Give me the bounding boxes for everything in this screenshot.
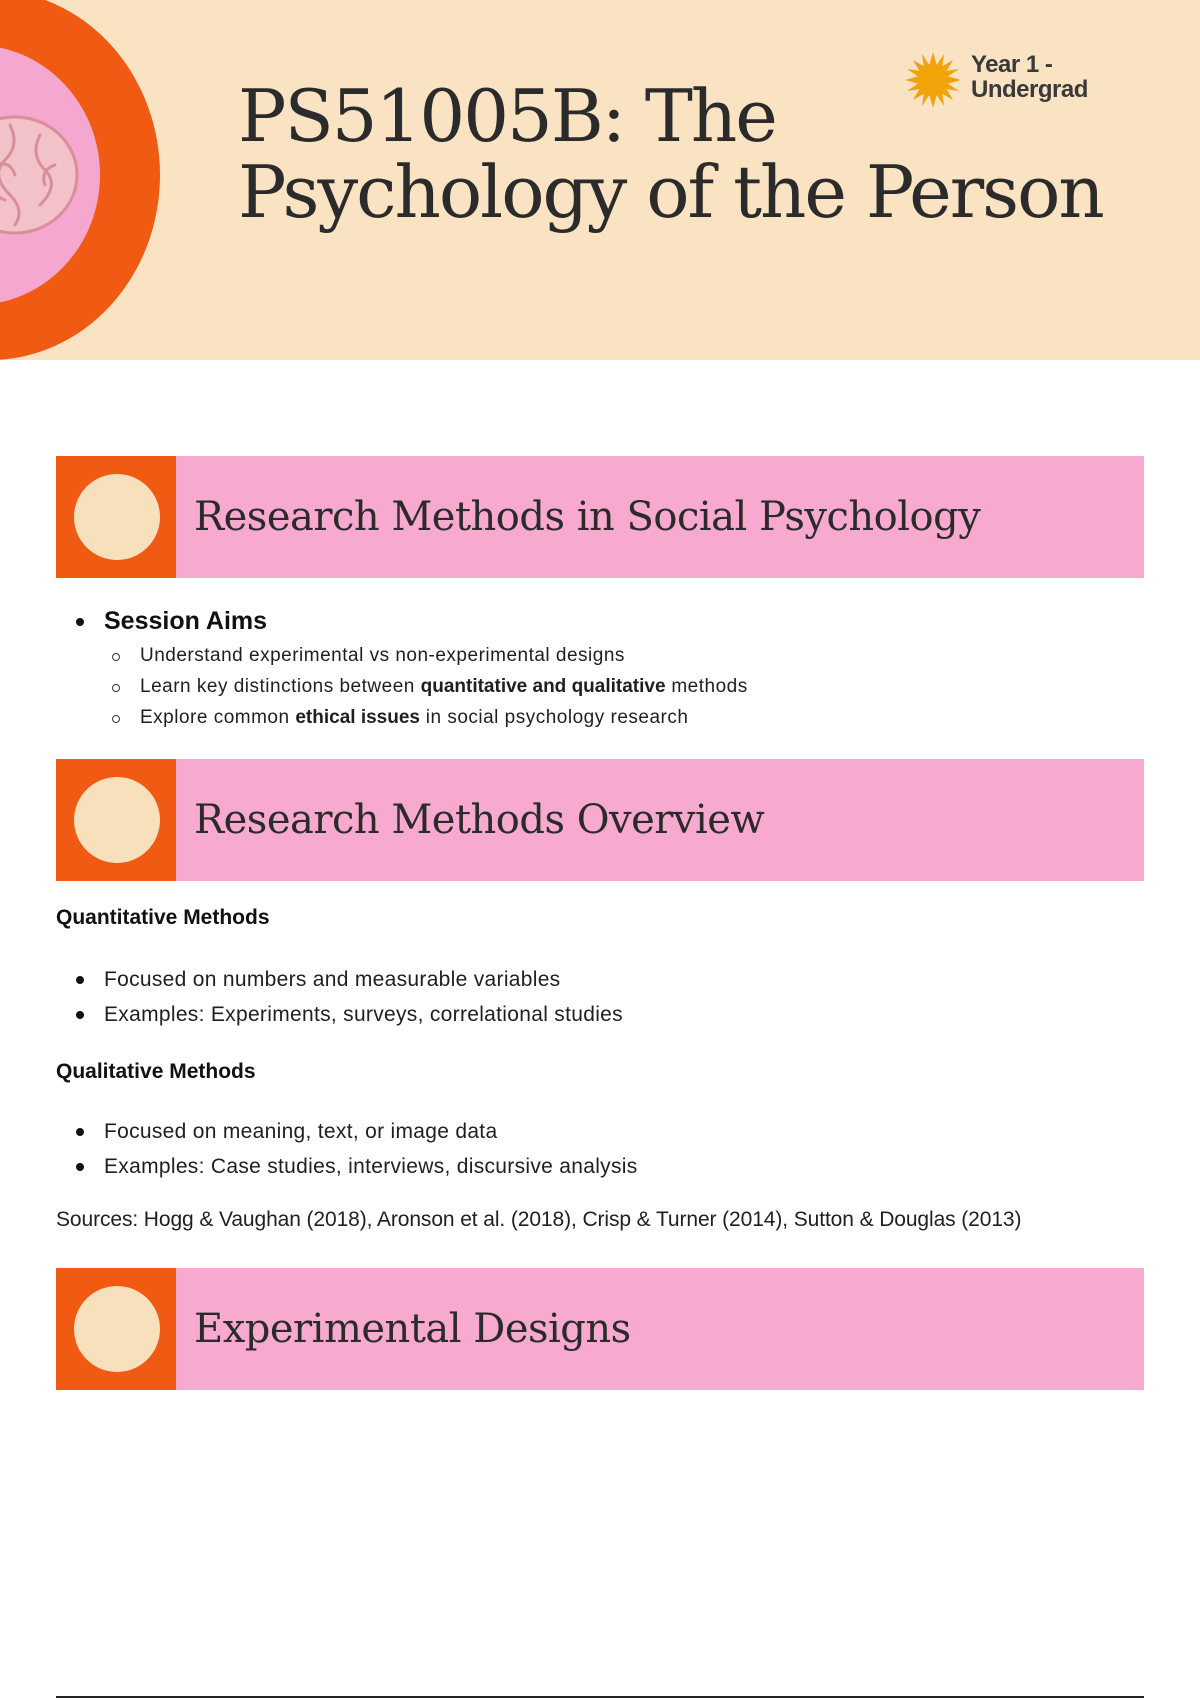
aim-text: Understand experimental vs non-experimental designs	[140, 645, 625, 666]
session-aims-title: Session Aims	[72, 606, 748, 636]
section-header-research-methods-social	[56, 456, 1144, 578]
section-circle-icon	[74, 777, 160, 863]
list-item	[72, 671, 748, 702]
list-item: Focused on numbers and measurable variables	[72, 962, 623, 997]
section-heading: Research Methods in Social Psychology	[194, 494, 981, 540]
section-circle-icon	[74, 474, 160, 560]
list-item	[72, 640, 748, 671]
sunburst-icon	[905, 52, 961, 108]
qualitative-methods-list	[72, 1114, 638, 1184]
page-title-line-1: PS51005B: The	[238, 74, 776, 158]
year-badge-line-2: Undergrad	[971, 76, 1088, 103]
qualitative-methods-title: Qualitative Methods	[56, 1060, 256, 1083]
aim-bold-text: quantitative and qualitative	[420, 676, 666, 697]
session-aims-list	[72, 640, 748, 733]
aim-bold-text: ethical issues	[295, 707, 420, 728]
section-circle-icon	[74, 1286, 160, 1372]
quantitative-methods-title: Quantitative Methods	[56, 906, 270, 929]
session-aims	[72, 606, 748, 733]
aim-text: Learn key distinctions between	[140, 676, 421, 697]
list-item: Focused on meaning, text, or image data	[72, 1114, 638, 1149]
brain-icon	[0, 110, 80, 240]
quantitative-methods-list	[72, 962, 623, 1032]
header-banner	[0, 0, 1200, 360]
section-header-research-methods-overview	[56, 759, 1144, 881]
list-item: Examples: Case studies, interviews, discursive analysis	[72, 1149, 638, 1184]
section-heading: Research Methods Overview	[194, 797, 765, 843]
sources-text: Sources: Hogg & Vaughan (2018), Aronson et al. (2018), Crisp & Turner (2014), Sutton & Douglas (2013)	[56, 1208, 1022, 1231]
year-badge-line-1: Year 1 -	[971, 51, 1053, 78]
page-title-line-2: Psychology of the Person	[238, 150, 1103, 234]
year-badge-text	[971, 52, 1088, 102]
list-item	[72, 702, 748, 733]
section-header-experimental-designs	[56, 1268, 1144, 1390]
year-badge	[905, 52, 1088, 108]
section-orange-block	[56, 1268, 176, 1390]
section-orange-block	[56, 759, 176, 881]
section-orange-block	[56, 456, 176, 578]
aim-text: Explore common	[140, 707, 296, 728]
list-item: Examples: Experiments, surveys, correlational studies	[72, 997, 623, 1032]
section-heading: Experimental Designs	[194, 1306, 631, 1352]
footer-divider	[56, 1696, 1144, 1698]
aim-text: in social psychology research	[419, 707, 689, 728]
aim-text: methods	[665, 676, 748, 697]
